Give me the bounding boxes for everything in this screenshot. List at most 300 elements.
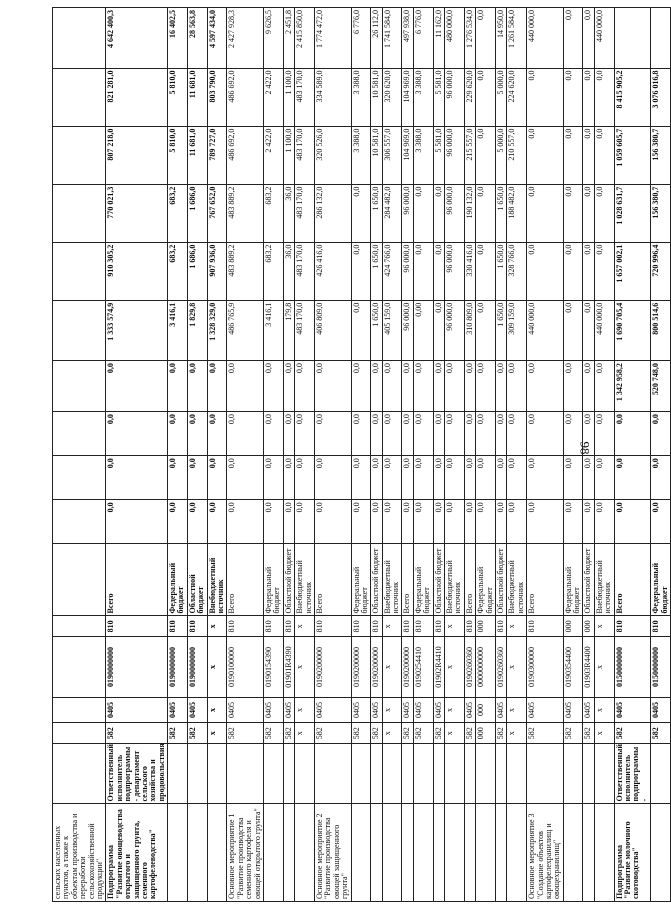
value-cell: 0,0: [283, 500, 294, 544]
value-cell: 0,0: [495, 500, 506, 544]
row-name: [168, 804, 188, 902]
vr-code: 000: [563, 616, 583, 637]
table-row: [413, 8, 433, 902]
responsible: [283, 744, 294, 804]
value-cell: 0,0: [402, 412, 413, 456]
value-cell: 0,0: [583, 126, 594, 184]
vr-code: x: [507, 616, 527, 637]
value-cell: 0,0: [464, 500, 475, 544]
value-cell: 0,0: [351, 456, 371, 500]
funding-source: Всего: [314, 544, 351, 616]
funding-source: Внебюджетный источник: [295, 544, 315, 616]
csr-code: 0190100000: [227, 637, 264, 697]
row-name: [295, 804, 315, 902]
value-cell: 0,0: [227, 500, 264, 544]
funding-source: Федеральный бюджет: [168, 544, 188, 616]
rz-code: 0405: [168, 697, 188, 723]
vr-code: 810: [495, 616, 506, 637]
rz-code: x: [507, 697, 527, 723]
responsible: [263, 744, 283, 804]
funding-source: [53, 544, 106, 616]
vr-code: x: [445, 616, 465, 637]
value-cell: 480 000,0: [445, 8, 465, 69]
value-cell: 0,0: [295, 456, 315, 500]
csr-code: 0190200000: [314, 637, 351, 697]
value-cell: 0,0: [433, 300, 444, 360]
value-cell: 0,0: [207, 456, 227, 500]
vr-code: 810: [371, 616, 382, 637]
grbs-code: 582: [283, 723, 294, 744]
grbs-code: x: [594, 723, 614, 744]
table-row: [382, 8, 402, 902]
value-cell: 0,0: [413, 500, 433, 544]
value-cell: 0,0: [445, 412, 465, 456]
responsible: [314, 744, 351, 804]
value-cell: 821 281,0: [106, 68, 168, 126]
responsible: [527, 744, 564, 804]
value-cell: 0,0: [227, 412, 264, 456]
csr-code: 01902R4410: [433, 637, 444, 697]
value-cell: 440 000,0: [594, 300, 614, 360]
value-cell: 1 261 584,0: [507, 8, 527, 69]
value-cell: 0,0: [476, 184, 496, 242]
vr-code: 810: [187, 616, 207, 637]
responsible: [433, 744, 444, 804]
value-cell: 1 690 705,4: [614, 300, 651, 360]
value-cell: 405 159,0: [382, 300, 402, 360]
responsible: [351, 744, 371, 804]
value-cell: 0,0: [476, 412, 496, 456]
value-cell: 96 000,0: [402, 184, 413, 242]
csr-code: 0190200000: [351, 637, 371, 697]
value-cell: 0,0: [413, 184, 433, 242]
responsible: [445, 744, 465, 804]
grbs-code: 582: [464, 723, 475, 744]
responsible: [382, 744, 402, 804]
value-cell: [53, 184, 106, 242]
value-cell: 286 132,0: [314, 184, 351, 242]
vr-code: 810: [614, 616, 651, 637]
table-row: [563, 8, 583, 902]
value-cell: 0,0: [187, 412, 207, 456]
value-cell: 0,0: [207, 412, 227, 456]
grbs-code: 582: [168, 723, 188, 744]
value-cell: 497 938,0: [402, 8, 413, 69]
value-cell: 0,0: [476, 300, 496, 360]
grbs-code: 582: [495, 723, 506, 744]
value-cell: 770 021,3: [106, 184, 168, 242]
value-cell: 0,0: [413, 456, 433, 500]
value-cell: 0,0: [402, 361, 413, 412]
responsible: [476, 744, 496, 804]
value-cell: 0,0: [351, 412, 371, 456]
value-cell: 10 581,0: [371, 126, 382, 184]
csr-code: 0190154390: [263, 637, 283, 697]
value-cell: 0,0: [563, 361, 583, 412]
row-name: Основное мероприятие 1 "Развитие производства семенного картофеля и овощей открытого грунта": [227, 804, 264, 902]
grbs-code: 582: [527, 723, 564, 744]
value-cell: 0,0: [583, 361, 594, 412]
value-cell: 0,0: [413, 361, 433, 412]
value-cell: [53, 126, 106, 184]
value-cell: 0,0: [476, 361, 496, 412]
value-cell: 0,00: [413, 300, 433, 360]
grbs-code: 582: [563, 723, 583, 744]
vr-code: 810: [464, 616, 475, 637]
csr-code: x: [295, 637, 315, 697]
responsible: [651, 744, 671, 804]
funding-source: Областной бюджет: [433, 544, 444, 616]
value-cell: 0,0: [187, 500, 207, 544]
value-cell: 14 950,0: [495, 8, 506, 69]
value-cell: 11 162,0: [433, 8, 444, 69]
value-cell: 0,0: [351, 184, 371, 242]
value-cell: 0,0: [614, 500, 651, 544]
value-cell: 0,0: [382, 500, 402, 544]
value-cell: 0,0: [651, 412, 671, 456]
value-cell: 0,0: [314, 500, 351, 544]
csr-code: 0190254410: [413, 637, 433, 697]
value-cell: 0,0: [476, 242, 496, 300]
value-cell: 5 581,0: [433, 126, 444, 184]
value-cell: 11 681,0: [187, 68, 207, 126]
value-cell: 188 482,0: [507, 184, 527, 242]
csr-code: 0190260360: [464, 637, 475, 697]
value-cell: 0,0: [527, 242, 564, 300]
value-cell: 483 170,0: [295, 126, 315, 184]
value-cell: [53, 68, 106, 126]
table-row: [371, 8, 382, 902]
value-cell: 0,0: [382, 361, 402, 412]
row-name: Основное мероприятие 3 "Создание объектов картофелехранилищ и овощехранилищ": [527, 804, 564, 902]
row-name: [433, 804, 444, 902]
value-cell: 0,0: [527, 500, 564, 544]
value-cell: 0,0: [351, 242, 371, 300]
rz-code: 0405: [106, 697, 168, 723]
value-cell: 0,0: [563, 242, 583, 300]
value-cell: 0,0: [187, 456, 207, 500]
vr-code: 810: [283, 616, 294, 637]
funding-source: Внебюджетный источник: [207, 544, 227, 616]
funding-source: Внебюджетный источник: [445, 544, 465, 616]
responsible: Ответственный исполнитель подпрограммы - департамент сельского хозяйства и продовольствия: [106, 744, 168, 804]
value-cell: 0,0: [594, 126, 614, 184]
value-cell: 10 581,0: [371, 68, 382, 126]
responsible: [413, 744, 433, 804]
csr-code: 01901R4390: [283, 637, 294, 697]
table-row: [187, 8, 207, 902]
value-cell: 0,0: [563, 500, 583, 544]
value-cell: 3 388,0: [413, 126, 433, 184]
csr-code: x: [382, 637, 402, 697]
value-cell: [53, 8, 106, 69]
value-cell: 1 650,0: [371, 242, 382, 300]
table-row: [507, 8, 527, 902]
value-cell: 683,2: [263, 242, 283, 300]
value-cell: 440 000,0: [527, 300, 564, 360]
value-cell: 0,0: [433, 412, 444, 456]
value-cell: 1 059 605,7: [614, 126, 651, 184]
value-cell: 156 380,7: [651, 184, 671, 242]
vr-code: 810: [351, 616, 371, 637]
value-cell: 0,0: [583, 184, 594, 242]
value-cell: 1 650,0: [371, 184, 382, 242]
value-cell: 0,0: [433, 500, 444, 544]
responsible: [207, 744, 227, 804]
responsible: [371, 744, 382, 804]
value-cell: 0,0: [314, 361, 351, 412]
funding-source: Всего: [614, 544, 651, 616]
table-row: [207, 8, 227, 902]
row-name: [464, 804, 475, 902]
row-name: [583, 804, 594, 902]
value-cell: 0,0: [314, 412, 351, 456]
rz-code: 0405: [413, 697, 433, 723]
table-row: [295, 8, 315, 902]
value-cell: 683,2: [168, 184, 188, 242]
value-cell: 0,0: [594, 68, 614, 126]
value-cell: 0,0: [563, 456, 583, 500]
value-cell: 36,0: [283, 184, 294, 242]
row-name: [402, 804, 413, 902]
value-cell: 0,0: [168, 500, 188, 544]
value-cell: 426 416,0: [314, 242, 351, 300]
row-name: Основное мероприятие 2 "Развитие производства овощей защищенного грунта": [314, 804, 351, 902]
row-name: [413, 804, 433, 902]
value-cell: [53, 300, 106, 360]
value-cell: 0,0: [527, 456, 564, 500]
value-cell: 907 936,0: [207, 242, 227, 300]
csr-code: [53, 637, 106, 697]
table-row: [495, 8, 506, 902]
rz-code: 0405: [563, 697, 583, 723]
grbs-code: 582: [651, 723, 671, 744]
value-cell: 5 000,0: [495, 126, 506, 184]
responsible: [563, 744, 583, 804]
value-cell: 0,0: [594, 412, 614, 456]
value-cell: 0,0: [402, 456, 413, 500]
row-name: [563, 804, 583, 902]
funding-source: Областной бюджет: [187, 544, 207, 616]
responsible: [495, 744, 506, 804]
row-name: [371, 804, 382, 902]
value-cell: 6 776,0: [351, 8, 371, 69]
value-cell: 720 996,4: [651, 242, 671, 300]
value-cell: 1 342 958,2: [614, 361, 651, 412]
value-cell: 0,0: [583, 500, 594, 544]
vr-code: 810: [227, 616, 264, 637]
value-cell: 2 451,8: [283, 8, 294, 69]
value-cell: 0,0: [583, 300, 594, 360]
grbs-code: 582: [371, 723, 382, 744]
value-cell: 0,0: [402, 500, 413, 544]
value-cell: 328 766,0: [507, 242, 527, 300]
value-cell: 0,0: [295, 361, 315, 412]
value-cell: 0,0: [464, 412, 475, 456]
value-cell: [53, 456, 106, 500]
value-cell: 0,0: [445, 456, 465, 500]
value-cell: 683,2: [263, 184, 283, 242]
value-cell: 0,0: [651, 500, 671, 544]
value-cell: 0,0: [207, 361, 227, 412]
value-cell: 306 557,0: [382, 126, 402, 184]
value-cell: 0,0: [594, 456, 614, 500]
value-cell: 284 482,0: [382, 184, 402, 242]
row-name: [382, 804, 402, 902]
value-cell: 483 170,0: [295, 300, 315, 360]
rz-code: 0405: [495, 697, 506, 723]
value-cell: 5 000,0: [495, 68, 506, 126]
funding-source: Федеральный бюджет: [651, 544, 671, 616]
funding-source: Всего: [227, 544, 264, 616]
value-cell: 0,0: [351, 361, 371, 412]
value-cell: 1 657 002,1: [614, 242, 651, 300]
funding-source: Внебюджетный источник: [594, 544, 614, 616]
value-cell: 0,0: [187, 361, 207, 412]
value-cell: 0,0: [476, 8, 496, 69]
grbs-code: x: [295, 723, 315, 744]
table-row: [527, 8, 564, 902]
rz-code: 000: [476, 697, 496, 723]
value-cell: 683,2: [168, 242, 188, 300]
csr-code: 0190260360: [495, 637, 506, 697]
value-cell: 0,0: [476, 456, 496, 500]
grbs-code: 582: [402, 723, 413, 744]
table-row: [168, 8, 188, 902]
value-cell: 0,0: [527, 184, 564, 242]
value-cell: 330 416,0: [464, 242, 475, 300]
funding-source: Областной бюджет: [583, 544, 594, 616]
rz-code: 0405: [227, 697, 264, 723]
value-cell: 1 028 631,7: [614, 184, 651, 242]
value-cell: 1 741 584,0: [382, 8, 402, 69]
value-cell: 9 626,5: [263, 8, 283, 69]
grbs-code: 000: [476, 723, 496, 744]
value-cell: 0,0: [314, 456, 351, 500]
csr-code: 01903R4400: [583, 637, 594, 697]
value-cell: 156 380,7: [651, 126, 671, 184]
budget-table-rotated: [52, 7, 669, 902]
value-cell: 96 000,0: [445, 242, 465, 300]
table-row: [651, 8, 671, 902]
value-cell: 1 328 329,0: [207, 300, 227, 360]
responsible: [507, 744, 527, 804]
value-cell: [614, 8, 651, 69]
responsible: [187, 744, 207, 804]
value-cell: 0,0: [433, 456, 444, 500]
rz-code: 0405: [583, 697, 594, 723]
value-cell: 0,0: [263, 361, 283, 412]
vr-code: 810: [106, 616, 168, 637]
value-cell: 0,0: [464, 456, 475, 500]
rz-code: 0405: [464, 697, 475, 723]
csr-code: x: [594, 637, 614, 697]
row-name: [476, 804, 496, 902]
value-cell: 96 000,0: [445, 300, 465, 360]
funding-source: Областной бюджет: [371, 544, 382, 616]
table-row: [53, 8, 106, 902]
value-cell: 0,0: [563, 8, 583, 69]
value-cell: 3 388,0: [413, 68, 433, 126]
value-cell: 0,0: [413, 242, 433, 300]
row-name: [207, 804, 227, 902]
funding-source: Федеральный бюджет: [263, 544, 283, 616]
value-cell: 486 765,9: [227, 300, 264, 360]
responsible: [168, 744, 188, 804]
table-row: [614, 8, 651, 902]
value-cell: 0,0: [495, 456, 506, 500]
rz-code: [53, 697, 106, 723]
value-cell: 0,0: [371, 500, 382, 544]
value-cell: 0,0: [413, 412, 433, 456]
value-cell: 104 969,0: [402, 126, 413, 184]
vr-code: x: [207, 616, 227, 637]
value-cell: 334 589,0: [314, 68, 351, 126]
value-cell: 3 076 016,8: [651, 68, 671, 126]
grbs-code: 582: [314, 723, 351, 744]
value-cell: 96 000,0: [445, 184, 465, 242]
rz-code: 0405: [371, 697, 382, 723]
value-cell: 0,0: [433, 242, 444, 300]
value-cell: 520 748,0: [651, 361, 671, 412]
funding-source: Федеральный бюджет: [351, 544, 371, 616]
rz-code: 0405: [187, 697, 207, 723]
grbs-code: x: [207, 723, 227, 744]
value-cell: 0,0: [168, 361, 188, 412]
funding-source: Федеральный бюджет: [563, 544, 583, 616]
value-cell: 0,0: [476, 68, 496, 126]
value-cell: 0,0: [263, 500, 283, 544]
csr-code: 0000000000: [476, 637, 496, 697]
responsible: Ответственный исполнитель подпрограммы -: [614, 744, 651, 804]
responsible: [594, 744, 614, 804]
value-cell: 0,0: [371, 361, 382, 412]
funding-source: Федеральный бюджет: [413, 544, 433, 616]
value-cell: 0,0: [563, 184, 583, 242]
value-cell: 0,0: [563, 68, 583, 126]
grbs-code: 582: [351, 723, 371, 744]
value-cell: 0,0: [351, 500, 371, 544]
funding-source: Федеральный бюджет: [476, 544, 496, 616]
table-body: [53, 8, 671, 902]
funding-source: Внебюджетный источник: [507, 544, 527, 616]
value-cell: 1 650,0: [495, 242, 506, 300]
value-cell: 96 000,0: [445, 126, 465, 184]
rz-code: 0405: [433, 697, 444, 723]
rz-code: 0405: [651, 697, 671, 723]
value-cell: 0,0: [263, 412, 283, 456]
value-cell: [53, 242, 106, 300]
funding-source: Внебюджетный источник: [382, 544, 402, 616]
value-cell: 0,0: [527, 361, 564, 412]
row-name: [351, 804, 371, 902]
table-row: [106, 8, 168, 902]
value-cell: 486 692,0: [227, 68, 264, 126]
rz-code: 0405: [614, 697, 651, 723]
row-name: [263, 804, 283, 902]
value-cell: 406 809,0: [314, 300, 351, 360]
responsible: [53, 744, 106, 804]
value-cell: 1 650,0: [371, 300, 382, 360]
value-cell: 36,0: [283, 242, 294, 300]
value-cell: 320 526,0: [314, 126, 351, 184]
value-cell: 0,0: [168, 412, 188, 456]
vr-code: 000: [476, 616, 496, 637]
csr-code: 0150000000: [614, 637, 651, 697]
funding-source: Всего: [464, 544, 475, 616]
row-name: Подпрограмма "Развитие овощеводства открытого и защищенного грунта, семенного картофелеводства": [106, 804, 168, 902]
value-cell: 0,0: [583, 242, 594, 300]
